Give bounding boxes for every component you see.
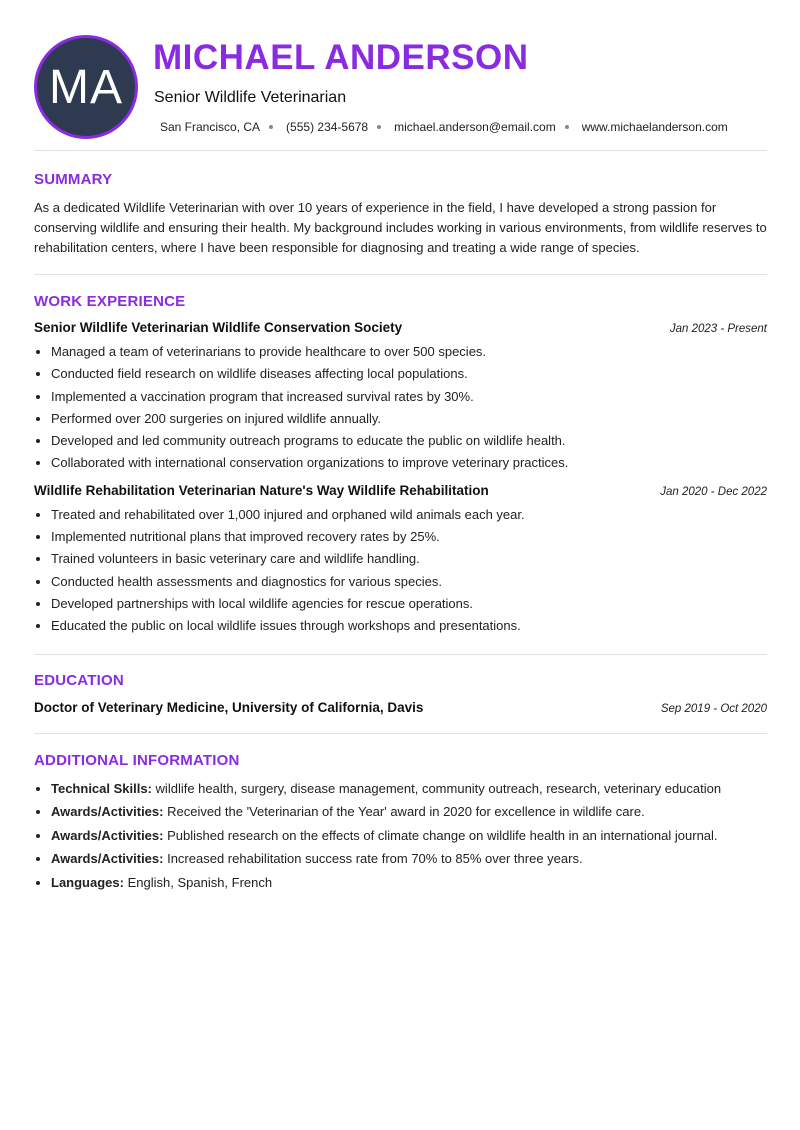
phone: (555) 234-5678 [286,120,369,134]
list-item: • Performed over 200 surgeries on injured wildlife annually. [51,408,767,430]
education-section [34,655,767,734]
job-entry [34,483,767,638]
list-item: • Trained volunteers in basic veterinary care and wildlife handling. [51,548,767,570]
list-item [51,847,767,871]
job-bullets [34,504,767,638]
job-bullets [34,341,767,475]
item-label: Awards/Activities: [51,804,164,820]
summary-section [34,151,767,275]
item-text: Increased rehabilitation success rate from 70% to 85% over three years. [167,851,583,867]
list-item: • Conducted health assessments and diagnostics for various species. [51,571,767,593]
education-dates: Sep 2019 - Oct 2020 [660,702,767,715]
item-text: Published research on the effects of climate change on wildlife health in an international journal. [167,827,718,843]
separator-dot [377,125,381,129]
item-label: Technical Skills: [51,780,152,796]
list-item: • Implemented a vaccination program that increased survival rates by 30%. [51,386,767,408]
separator-dot [269,125,273,129]
resume-header [34,0,767,151]
job-entry [34,320,767,475]
item-label: Awards/Activities: [51,827,164,843]
degree: Doctor of Veterinary Medicine, University of California, Davis [34,699,424,715]
work-experience-heading: WORK EXPERIENCE [34,293,186,310]
list-item: • Managed a team of veterinarians to provide healthcare to over 500 species. [51,341,767,363]
contact-info [160,120,728,134]
email: michael.anderson@email.com [394,120,556,134]
job-entry-dates: Jan 2023 - Present [669,323,767,335]
summary-heading: SUMMARY [34,171,113,188]
item-text: wildlife health, surgery, disease management, community outreach, research, veterinary education [155,780,722,796]
job-title: Senior Wildlife Veterinarian [154,89,347,106]
item-label: Awards/Activities: [51,851,164,867]
location: San Francisco, CA [160,120,261,134]
list-item [51,871,767,895]
work-experience-section [34,275,767,655]
list-item [51,777,767,801]
item-label: Languages: [51,874,124,890]
list-item: • Collaborated with international conservation organizations to improve veterinary practices. [51,452,767,474]
avatar: MA [34,35,138,139]
item-text: Received the 'Veterinarian of the Year' award in 2020 for excellence in wildlife care. [167,804,645,820]
list-item: • Developed partnerships with local wildlife agencies for rescue operations. [51,593,767,615]
list-item: • Conducted field research on wildlife diseases affecting local populations. [51,363,767,385]
list-item: • Developed and led community outreach programs to educate the public on wildlife health. [51,430,767,452]
separator-dot [565,125,569,129]
education-heading: EDUCATION [34,671,124,689]
item-text: English, Spanish, French [127,874,273,890]
job-entry-title: Wildlife Rehabilitation Veterinarian Nature's Way Wildlife Rehabilitation [34,482,489,498]
additional-info-list [34,777,767,895]
summary-text: As a dedicated Wildlife Veterinarian with over 10 years of experience in the field, I have developed a strong passion for conserving wildlife and ensuring their health. My background includes working in various environments, from wildlife reserves to rehabilitation centers, where I have been responsible for diagnosing and treating a wide range of species. [34,200,767,255]
website: www.michaelanderson.com [581,120,728,134]
list-item: • Implemented nutritional plans that improved recovery rates by 25%. [51,526,767,548]
list-item [51,800,767,824]
job-entry-title: Senior Wildlife Veterinarian Wildlife Conservation Society [34,320,403,335]
list-item: • Treated and rehabilitated over 1,000 injured and orphaned wild animals each year. [51,504,767,526]
candidate-name: MICHAEL ANDERSON [153,38,529,77]
additional-info-section [34,734,767,895]
job-entry-dates: Jan 2020 - Dec 2022 [660,485,767,498]
list-item [51,824,767,848]
list-item: • Educated the public on local wildlife issues through workshops and presentations. [51,615,767,637]
additional-info-heading: ADDITIONAL INFORMATION [34,751,240,769]
